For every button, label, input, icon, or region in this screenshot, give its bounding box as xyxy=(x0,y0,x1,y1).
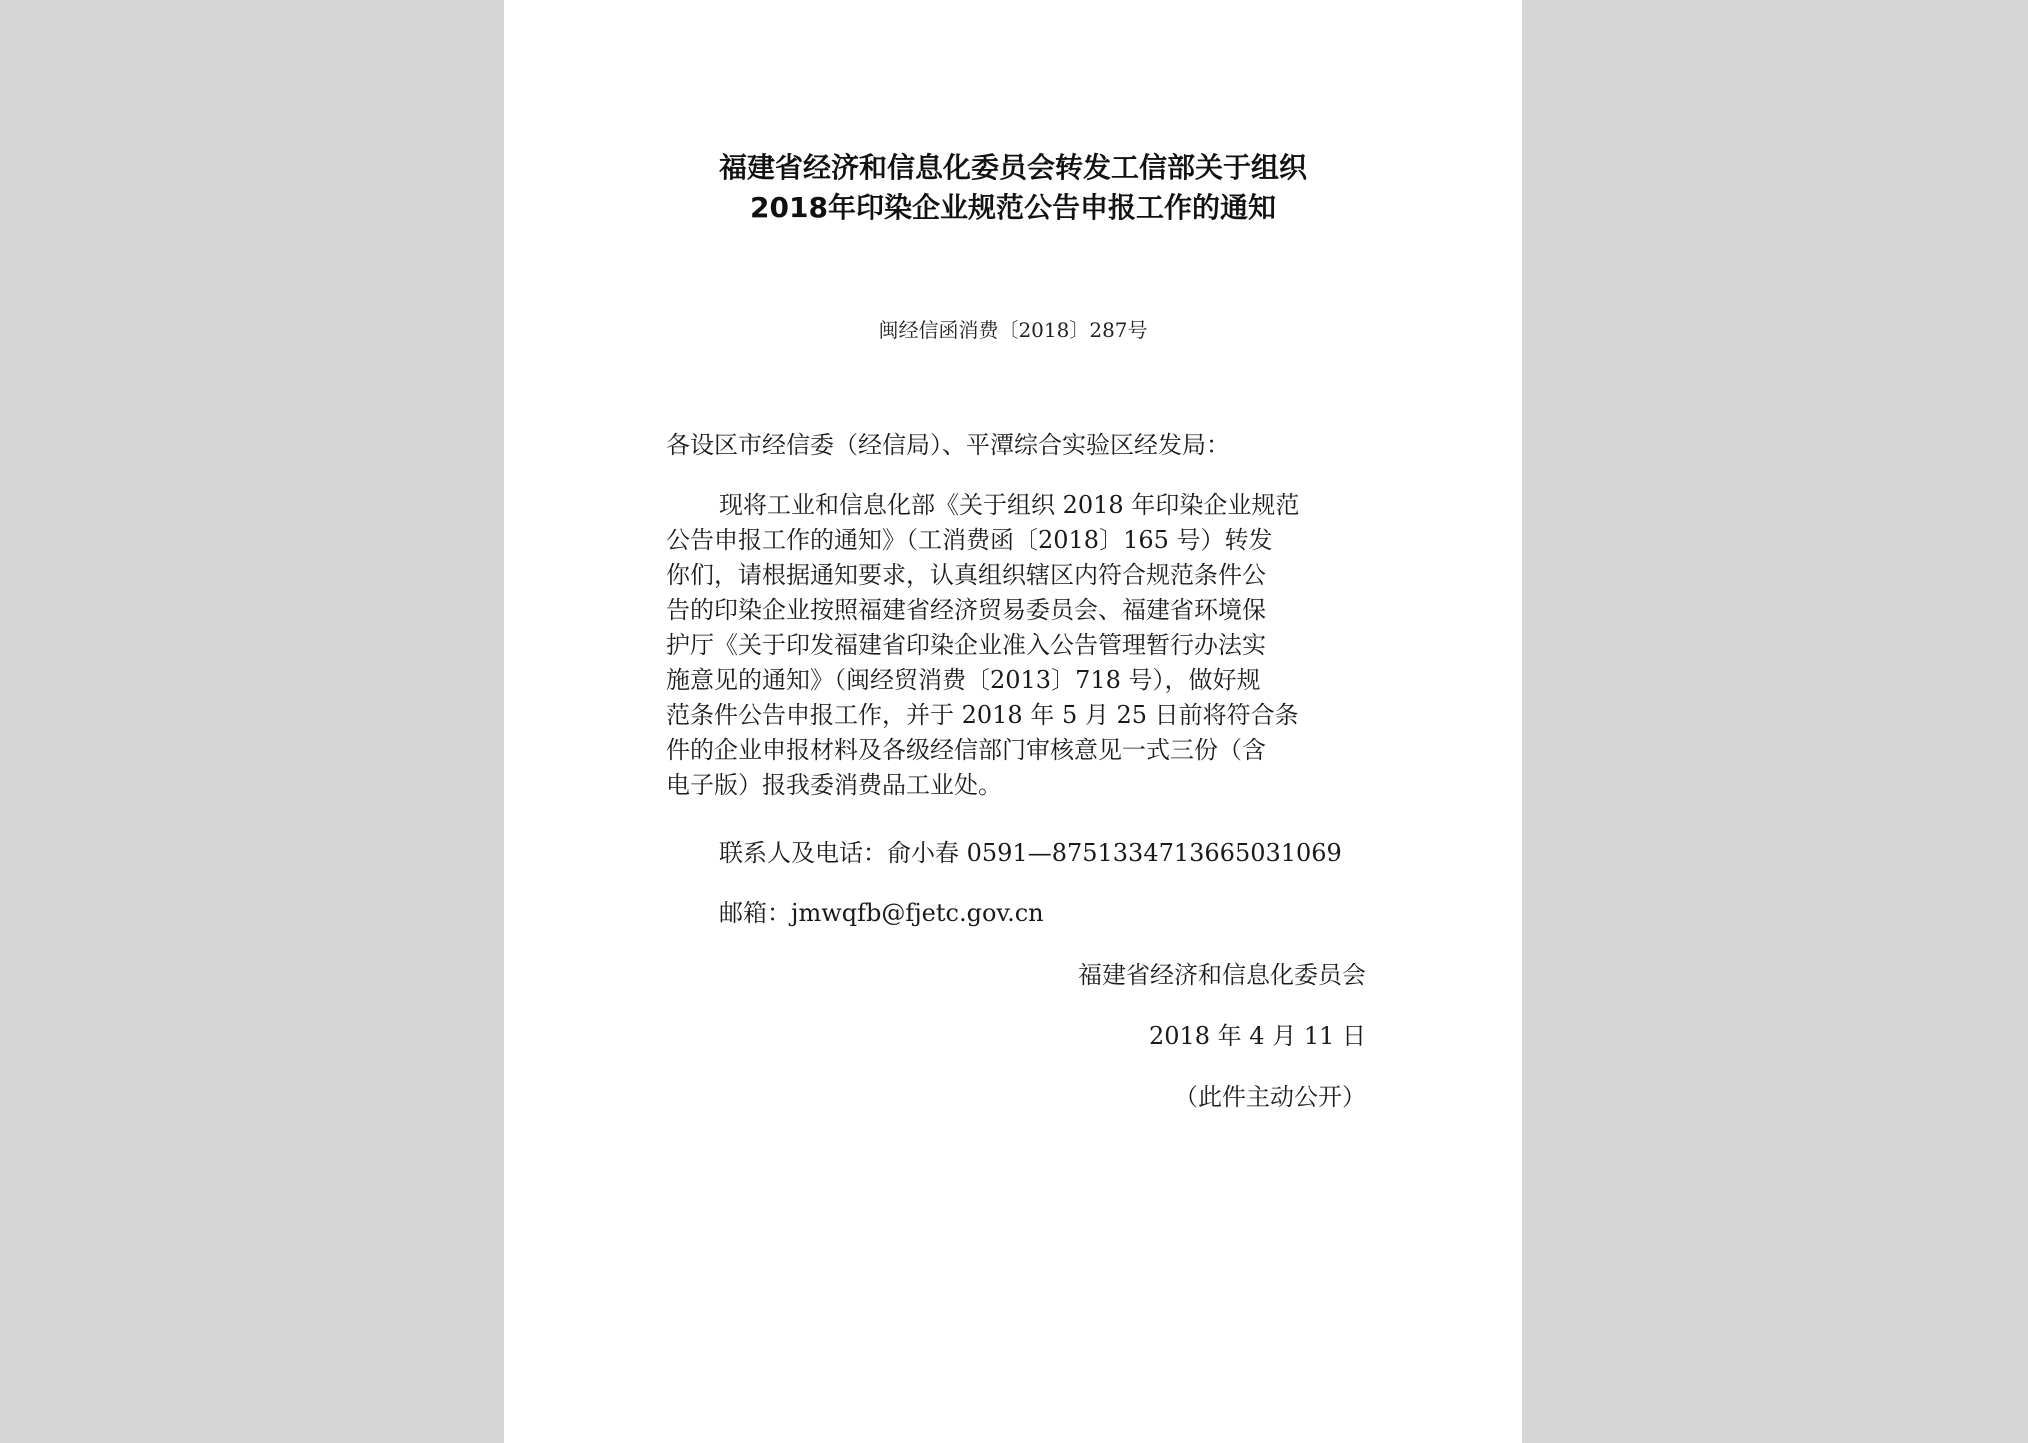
document-title-line-2: 2018年印染企业规范公告申报工作的通知 xyxy=(750,191,1276,224)
document-page xyxy=(504,0,1522,1443)
email-line: 邮箱：jmwqfb@fjetc.gov.cn xyxy=(719,899,1044,927)
body-line: 告的印染企业按照福建省经济贸易委员会、福建省环境保 xyxy=(666,596,1266,624)
issue-date: 2018 年 4 月 11 日 xyxy=(1148,1022,1366,1050)
body-line: 你们，请根据通知要求，认真组织辖区内符合规范条件公 xyxy=(666,561,1266,589)
issuer-signature: 福建省经济和信息化委员会 xyxy=(1078,961,1366,989)
document-title-line-1: 福建省经济和信息化委员会转发工信部关于组织 xyxy=(718,151,1307,184)
disclosure-note: （此件主动公开） xyxy=(1174,1083,1366,1111)
body-line: 公告申报工作的通知》（工消费函〔2018〕165 号）转发 xyxy=(666,526,1273,554)
body-line: 现将工业和信息化部《关于组织 2018 年印染企业规范 xyxy=(719,491,1300,519)
body-line: 范条件公告申报工作，并于 2018 年 5 月 25 日前将符合条 xyxy=(666,701,1299,729)
body-line: 件的企业申报材料及各级经信部门审核意见一式三份（含 xyxy=(666,736,1266,764)
document-number: 闽经信函消费〔2018〕287号 xyxy=(878,318,1148,342)
body-line: 电子版）报我委消费品工业处。 xyxy=(666,771,1002,799)
contact-line: 联系人及电话：俞小春 0591—8751334713665031069 xyxy=(719,839,1342,867)
body-line: 护厅《关于印发福建省印染企业准入公告管理暂行办法实 xyxy=(666,631,1266,659)
body-line: 施意见的通知》（闽经贸消费〔2013〕718 号），做好规 xyxy=(666,666,1261,694)
salutation: 各设区市经信委（经信局）、平潭综合实验区经发局： xyxy=(666,431,1230,459)
